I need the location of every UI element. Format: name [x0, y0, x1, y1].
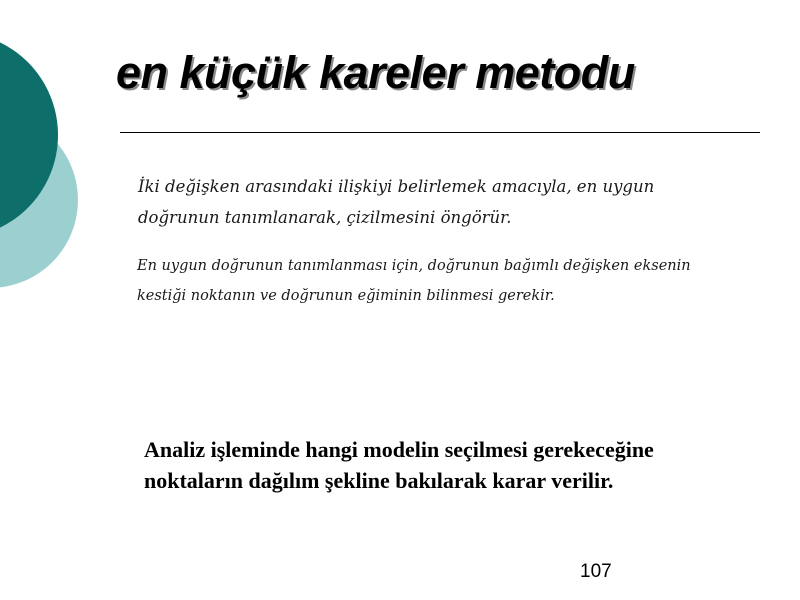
paragraph-requirements: En uygun doğrunun tanımlanması için, doğrunun bağımlı değişken eksenin kestiği noktanın ve doğrunun eğiminin bilinmesi gerekir.: [137, 258, 691, 304]
paragraph-definition: İki değişken arasındaki ilişkiyi belirlemek amacıyla, en uygun doğrunun tanımlanarak, çizilmesini öngörür.: [138, 177, 655, 227]
title-divider: [120, 132, 760, 133]
decorative-circles: [0, 0, 120, 330]
slide-title: en küçük kareler metodu: [116, 47, 635, 98]
page-number: 107: [580, 561, 612, 582]
paragraph-analysis: Analiz işleminde hangi modelin seçilmesi gerekeceğine noktaların dağılım şekline bakılarak karar verilir.: [144, 437, 654, 493]
